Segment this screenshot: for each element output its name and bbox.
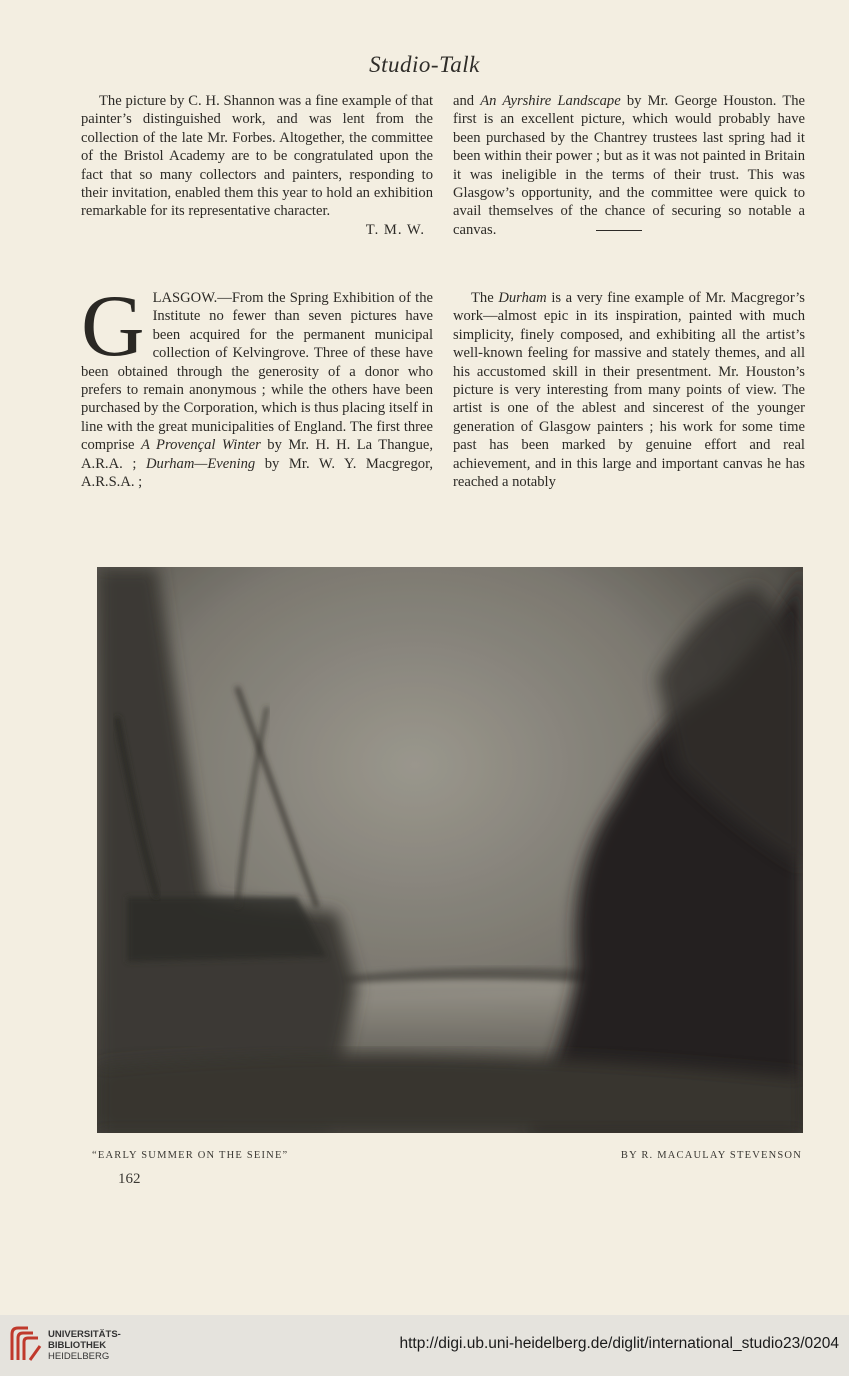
top-left-column (81, 92, 433, 239)
library-name (48, 1329, 121, 1362)
text-run: by Mr. George Houston. The first is an excellent picture, which would probably have been purchased by the Chantrey trustees last spring had it been within their power ; but as it was not painted in Britain it was ineligible in the terms of their trust. This was Glasgow’s opportunity, and the committee were quick to avail themselves of the chance of securing so notable a canvas. (453, 93, 806, 238)
text-run: LASGOW.—From the Spring Exhibition of the Institute no fewer than seven pictures have been acquired for the permanent municipal collection of Kelvingrove. Three of these have been obtained through the generosity of a donor who prefers to remain anonymous ; while the others have been purchased by the Corporation, which is thus placing itself in line with the great municipalities of England. The first three comprise (81, 290, 433, 454)
artwork-title: An Ayrshire Landscape (480, 93, 621, 109)
text-run: is a very fine example of Mr. Macgregor’s work—almost epic in its inspiration, painted with much simplicity, finely composed, and exhibiting all the artist’s well-known feeling for massive and stately themes, and all his accustomed skill in their presentment. Mr. Houston’s picture is very interesting from many points of view. The artist is one of the ablest and sincerest of the younger generation of Glasgow painters ; his work for some time past has been marked by genuine effort and real achievement, and in this large and important canvas he has reached a notably (453, 290, 805, 491)
plate-caption-artist: BY R. MACAULAY STEVENSON (620, 1150, 802, 1161)
landscape-painting-image (97, 567, 803, 1133)
text-run: and (453, 93, 481, 109)
digitization-footer (0, 1315, 849, 1376)
text-run: The (471, 290, 499, 306)
artwork-title: A Provençal Winter (140, 437, 261, 454)
heidelberg-library-logo-icon[interactable] (8, 1324, 44, 1366)
artwork-title: Durham (498, 290, 547, 306)
glasgow-column (81, 278, 434, 491)
glasgow-paragraph (81, 278, 434, 491)
drop-cap: G (81, 278, 145, 375)
painting-plate (97, 567, 803, 1133)
section-separator (596, 230, 642, 231)
text-run: by Mr. W. Y. Macgregor, A.R.S.A. ; (81, 455, 434, 491)
library-line: UNIVERSITÄTS- (48, 1329, 121, 1340)
houston-paragraph (453, 92, 805, 239)
page-number: 162 (118, 1171, 141, 1187)
text-run: by Mr. H. H. La Thangue, A.R.A. ; (81, 437, 433, 472)
shannon-paragraph: The picture by C. H. Shannon was a fine example of that painter’s distinguished work, and was lent from the collection of the late Mr. Forbes. Altogether, the committee of the Bristol Academy are to be congratulated upon the fact that so many collectors and painters, responding to their invitation, enabled them this year to hold an exhibition remarkable for its representative character. (81, 93, 433, 220)
signature: T. M. W. (365, 221, 425, 238)
durham-paragraph (453, 289, 805, 491)
plate-caption-title: “EARLY SUMMER ON THE SEINE” (92, 1150, 289, 1161)
running-head: Studio-Talk (369, 52, 480, 77)
artwork-title: Durham—Evening (145, 455, 256, 472)
source-url-link[interactable]: http://digi.ub.uni-heidelberg.de/diglit/international_studio23/0204 (399, 1335, 839, 1352)
top-right-column (453, 92, 805, 239)
library-line: HEIDELBERG (48, 1351, 110, 1362)
library-line: BIBLIOTHEK (48, 1340, 107, 1351)
durham-column (453, 289, 805, 491)
